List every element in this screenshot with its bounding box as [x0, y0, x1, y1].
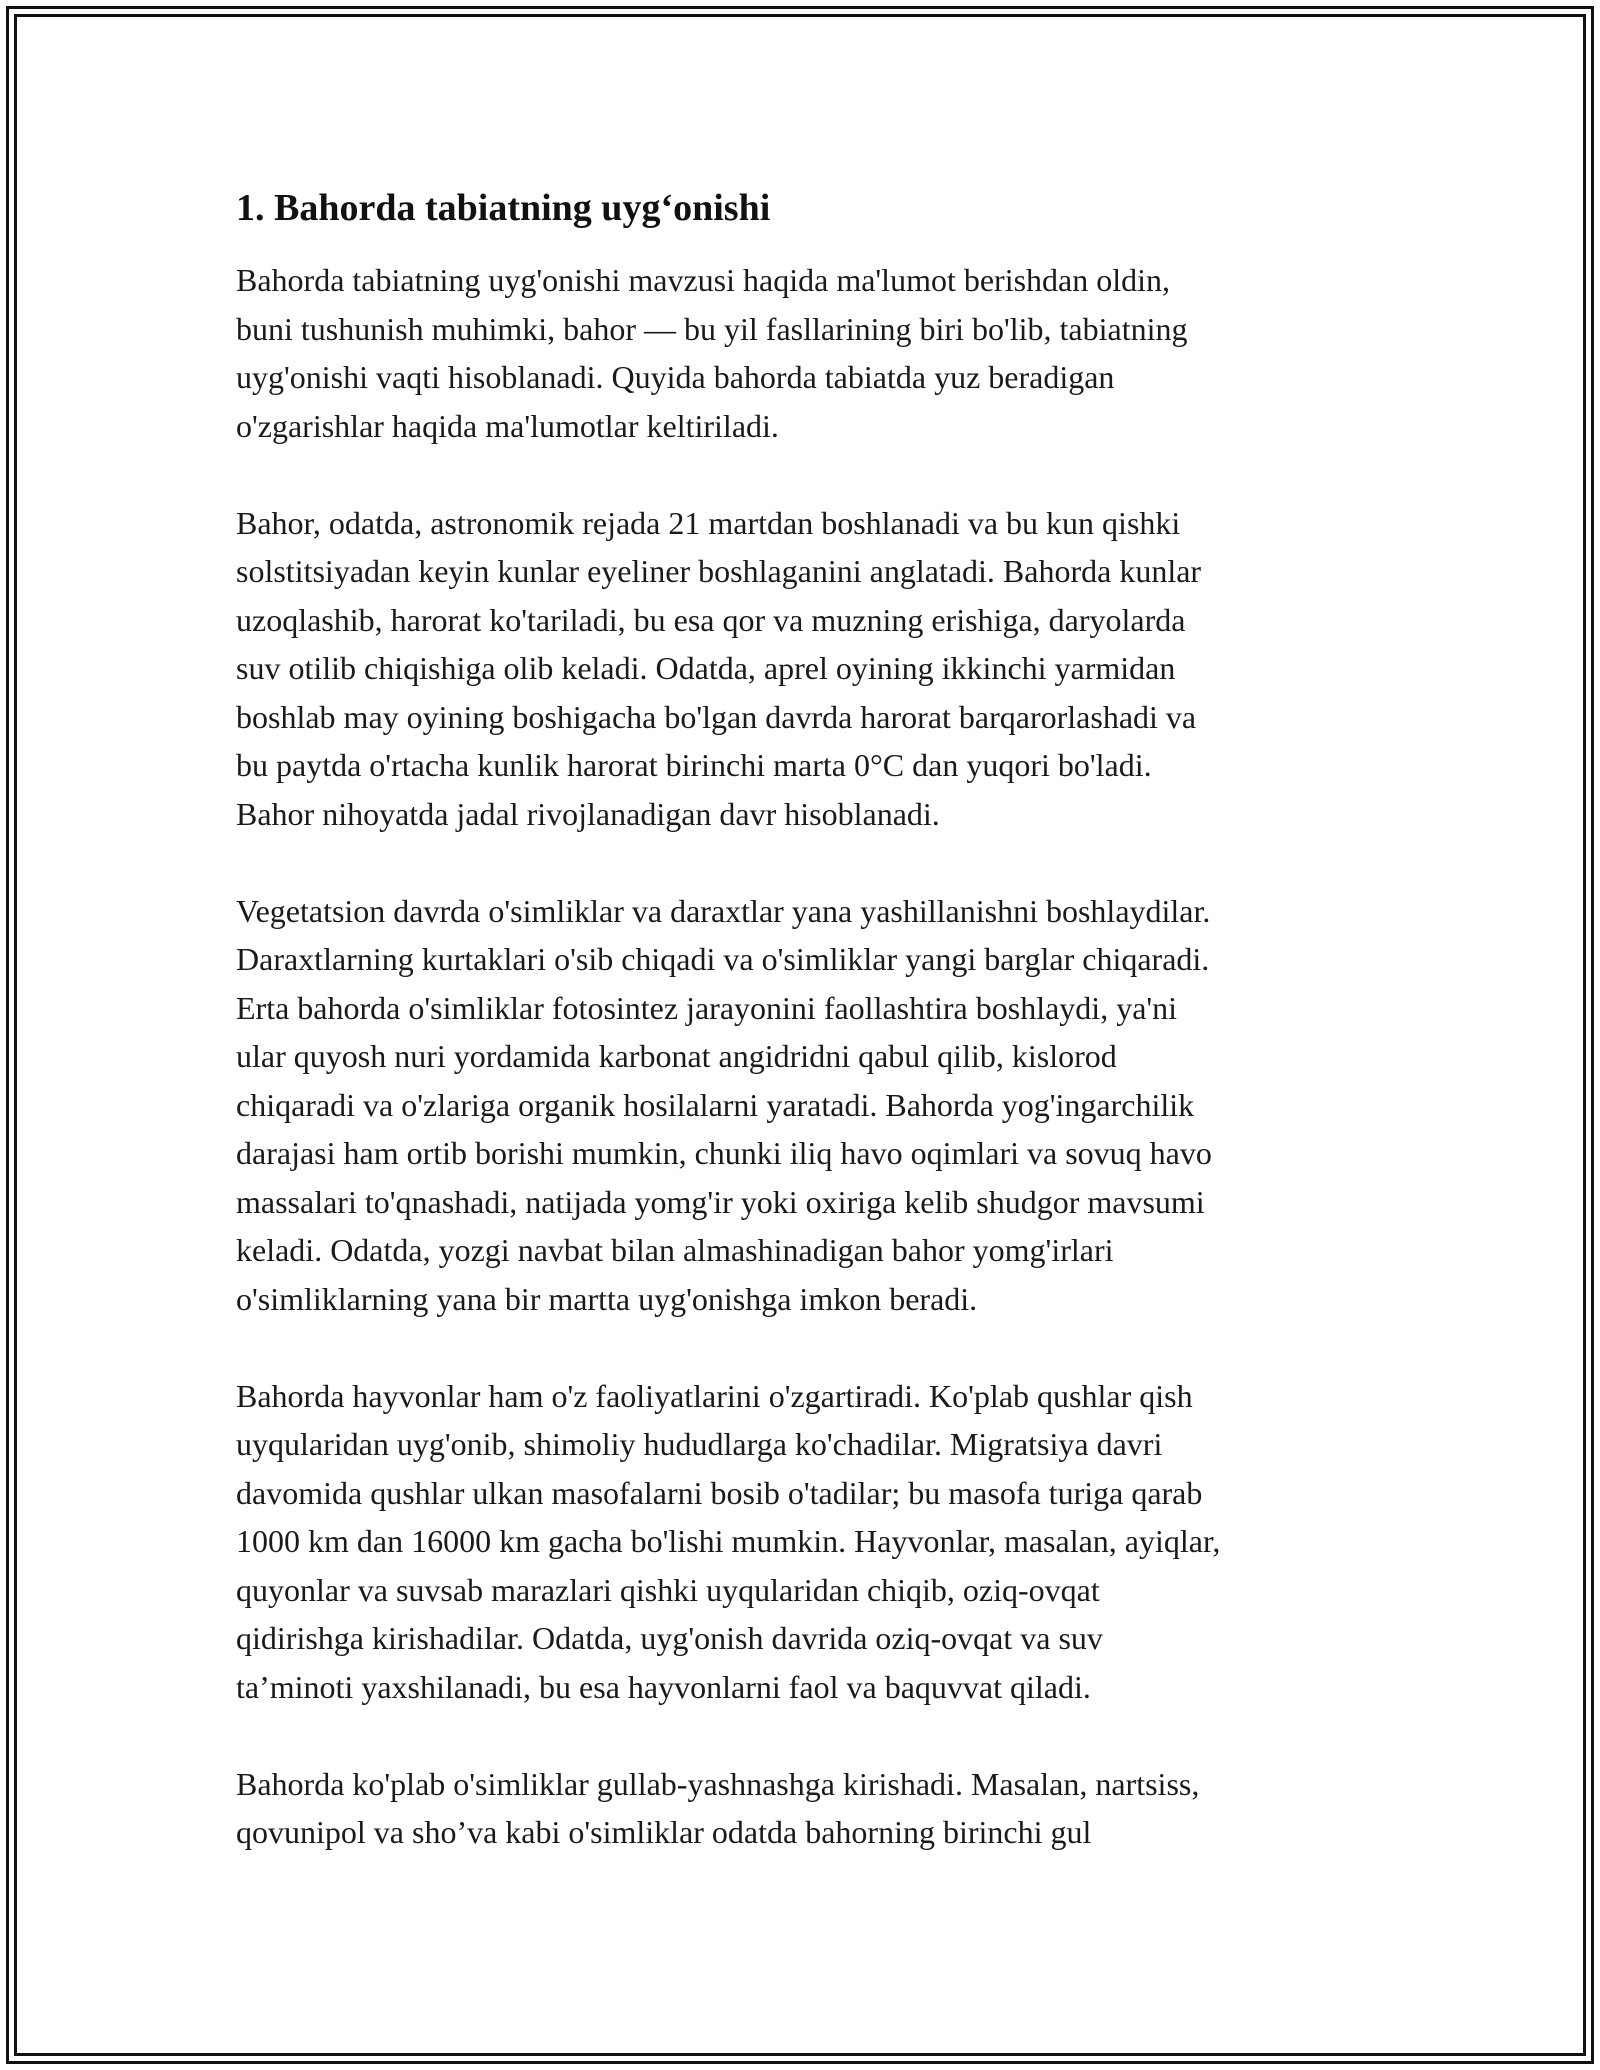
text-line: suv otilib chiqishiga olib keladi. Odatda, aprel oyining ikkinchi yarmidan — [236, 650, 1176, 686]
text-line: boshlab may oyining boshigacha bo'lgan davrda harorat barqarorlashadi va — [236, 698, 1197, 735]
text-line: Bahor nihoyatda jadal rivojlanadigan davr hisoblanadi. — [236, 795, 940, 832]
text-line: Daraxtlarning kurtaklari o'sib chiqadi va o'simliklar yangi barglar chiqaradi. — [236, 941, 1210, 977]
text-line: solstitsiyadan keyin kunlar eyeliner boshlaganini anglatadi. Bahorda kunlar — [236, 553, 1202, 589]
text-line: 1000 km dan 16000 km gacha bo'lishi mumkin. Hayvonlar, masalan, ayiqlar, — [236, 1523, 1221, 1559]
text-line: uyqularidan uyg'onib, shimoliy hududlarga ko'chadilar. Migratsiya davri — [236, 1426, 1163, 1462]
text-line: Bahorda tabiatning uyg'onishi mavzusi haqida ma'lumot berishdan oldin, — [236, 262, 1171, 298]
text-line: chiqaradi va o'zlariga organik hosilalarni yaratadi. Bahorda yog'ingarchilik — [236, 1086, 1195, 1123]
text-line: Bahorda hayvonlar ham o'z faoliyatlarini o'zgartiradi. Ko'plab qushlar qish — [236, 1377, 1193, 1414]
paragraph-intro — [236, 256, 1376, 450]
text-line: davomida qushlar ulkan masofalarni bosib o'tadilar; bu masofa turiga qarab — [236, 1474, 1203, 1511]
text-line: uzoqlashib, harorat ko'tariladi, bu esa qor va muzning erishiga, daryolarda — [236, 601, 1186, 638]
document-body — [236, 184, 1376, 1857]
text-line: quyonlar va suvsab marazlari qishki uyqularidan chiqib, oziq-ovqat — [236, 1571, 1100, 1608]
paragraph-flowering — [236, 1760, 1376, 1857]
text-line: bu paytda o'rtacha kunlik harorat birinchi marta 0°C dan yuqori bo'ladi. — [236, 747, 1152, 783]
text-line: ta’minoti yaxshilanadi, bu esa hayvonlarni faol va baquvvat qiladi. — [236, 1668, 1091, 1705]
paragraph-vegetation — [236, 887, 1376, 1324]
text-line: qovunipol va sho’va kabi o'simliklar odatda bahorning birinchi gul — [236, 1814, 1092, 1850]
text-line: massalari to'qnashadi, natijada yomg'ir yoki oxiriga kelib shudgor mavsumi — [236, 1183, 1205, 1220]
text-line: uyg'onishi vaqti hisoblanadi. Quyida bahorda tabiatda yuz beradigan — [236, 359, 1115, 395]
text-line: Bahor, odatda, astronomik rejada 21 martdan boshlanadi va bu kun qishki — [236, 504, 1181, 541]
text-line: Erta bahorda o'simliklar fotosintez jarayonini faollashtira boshlaydi, ya'ni — [236, 989, 1178, 1026]
text-line: buni tushunish muhimki, bahor — bu yil fasllarining biri bo'lib, tabiatning — [236, 310, 1188, 347]
text-line: Bahorda ko'plab o'simliklar gullab-yashnashga kirishadi. Masalan, nartsiss, — [236, 1765, 1200, 1802]
text-line: Vegetatsion davrda o'simliklar va daraxtlar yana yashillanishni boshlaydilar. — [236, 892, 1211, 929]
paragraph-animals — [236, 1372, 1376, 1712]
text-line: o'zgarishlar haqida ma'lumotlar keltiriladi. — [236, 407, 779, 444]
text-line: keladi. Odatda, yozgi navbat bilan almashinadigan bahor yomg'irlari — [236, 1232, 1114, 1268]
paragraph-spring-start — [236, 499, 1376, 839]
text-line: qidirishga kirishadilar. Odatda, uyg'onish davrida oziq-ovqat va suv — [236, 1620, 1103, 1656]
page-title: 1. Bahorda tabiatning uyg‘onishi — [236, 187, 771, 229]
text-line: o'simliklarning yana bir martta uyg'onishga imkon beradi. — [236, 1280, 978, 1317]
text-line: ular quyosh nuri yordamida karbonat angidridni qabul qilib, kislorod — [236, 1038, 1117, 1074]
text-line: darajasi ham ortib borishi mumkin, chunki iliq havo oqimlari va sovuq havo — [236, 1135, 1212, 1171]
